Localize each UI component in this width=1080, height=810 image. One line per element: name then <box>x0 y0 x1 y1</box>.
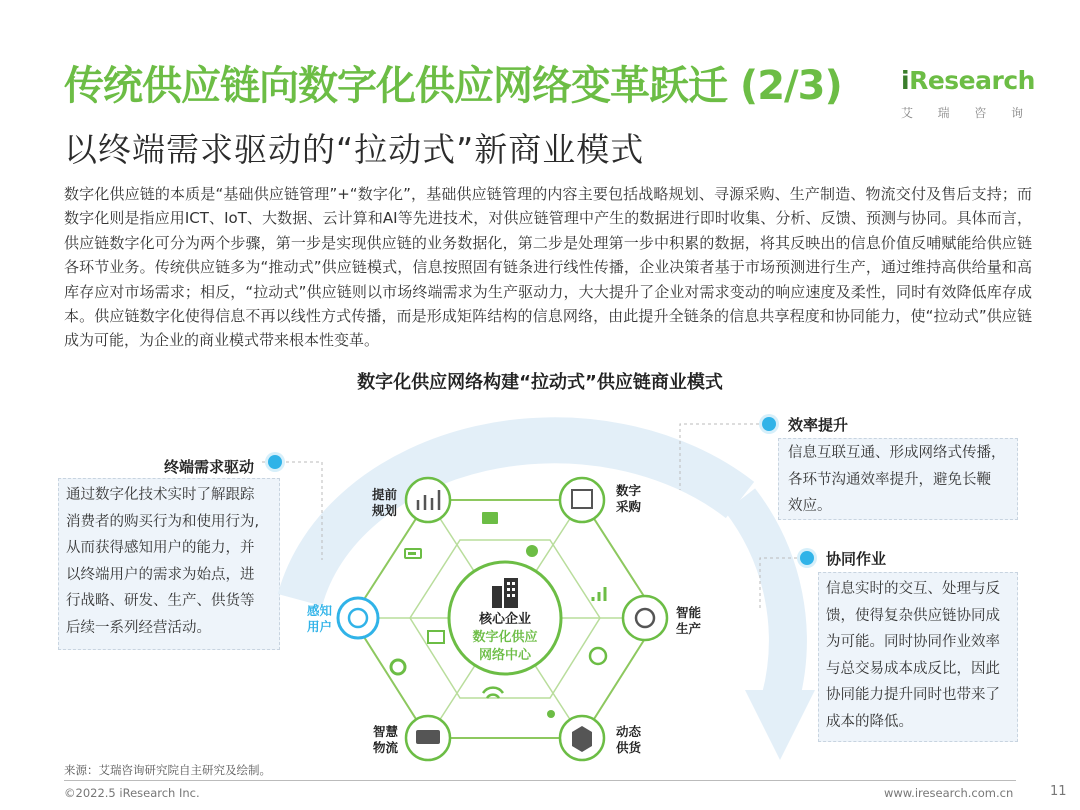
source-note: 来源：艾瑞咨询研究院自主研究及绘制。 <box>64 763 271 777</box>
copyright: ©2022.5 iResearch Inc. <box>64 786 200 800</box>
collaboration-text: 信息实时的交互、处理与反 馈，使得复杂供应链协同成 为可能。同时协同作业效率 与总交易成本成反比，因此 协同能力提升同时也带来了 成本的降低。 <box>826 581 1000 730</box>
node-purchase-label-2: 采购 <box>616 499 642 514</box>
monitor-icon <box>428 631 444 643</box>
node-user-label-1: 感知 <box>307 603 333 618</box>
node-purchase <box>560 478 604 522</box>
people-icon <box>526 545 538 557</box>
node-produce <box>623 596 667 640</box>
left-panel-dot <box>268 455 282 469</box>
website-link[interactable]: www.iresearch.com.cn <box>884 786 1014 800</box>
efficiency-heading: 效率提升 <box>788 416 849 434</box>
center-label-3: 网络中心 <box>478 648 532 663</box>
page-number: 11 <box>1050 784 1067 799</box>
node-delivery-label-1: 动态 <box>616 724 642 739</box>
node-user-label-2: 用户 <box>307 619 333 634</box>
node-delivery <box>560 716 604 760</box>
folder-icon <box>482 512 498 524</box>
node-produce-label-2: 生产 <box>676 621 702 636</box>
logo-chinese-name: 艾 瑞 咨 询 <box>901 106 1023 120</box>
center-label-2: 数字化供应 <box>472 630 538 645</box>
cycle-arrowhead <box>745 690 815 760</box>
left-panel-text: 通过数字化技术实时了解跟踪 消费者的购买行为和使用行为, 从而获得感知用户的能力，并 以终端用户的需求为始点，进 行战略、研发、生产、供货等 后续一系列经营活动。 <box>66 487 260 636</box>
battery-icon <box>405 549 421 558</box>
wifi-icon <box>483 688 503 698</box>
footer-divider <box>64 780 1016 781</box>
center-label-1: 核心企业 <box>478 612 532 627</box>
node-user <box>338 598 378 638</box>
collaboration-heading: 协同作业 <box>826 550 887 568</box>
page-title: 传统供应链向数字化供应网络变革跃迁 (2/3) <box>64 63 842 109</box>
clock-icon <box>590 648 606 664</box>
node-purchase-label-1: 数字 <box>616 483 642 498</box>
node-delivery-label-2: 供货 <box>616 740 642 755</box>
node-plan <box>406 478 450 522</box>
body-paragraph: 数字化供应链的本质是“基础供应链管理”+“数字化”，基础供应链管理的内容主要包括战略规划、寻源采购、生产制造、物流交付及售后支持；而数字化则是指应用ICT、IoT、大数据、云计算和AI等先进技术，对供应链管理中产生的数据进行即时收集、分析、反馈、预测与协同。具体而言，供应链数字化可分为两个步骤，第一步是实现供应链的业务数据化，第二步是处理第一步中积累的数据，将其反映出的信息价值反哺赋能给供应链各环节业务。传统供应链多为“推动式”供应链模式，信息按照固有链条进行线性传播，企业决策者基于市场预测进行生产，通过维持高供给量和高库存应对市场需求；相反，“拉动式”供应链则以市场终端需求为生产驱动力，大大提升了企业对需求变动的响应速度及柔性，同时有效降低库存成本。供应链数字化使得信息不再以线性方式传播，而是形成矩阵结构的信息网络，由此提升全链条的信息共享程度和协同能力，使“拉动式”供应链成为可能，为企业的商业模式带来根本性变革。 <box>64 185 1032 350</box>
signal-icon <box>593 587 605 601</box>
collaboration-dot <box>800 551 814 565</box>
diagram-title: 数字化供应网络构建“拉动式”供应链商业模式 <box>357 372 723 393</box>
efficiency-dot <box>762 417 776 431</box>
node-logistics <box>406 716 450 760</box>
node-logistics-label-1: 智慧 <box>373 724 399 739</box>
efficiency-text: 信息互联互通、形成网络式传播， 各环节沟通效率提升，避免长鞭 效应。 <box>788 445 1006 514</box>
gear-icon <box>391 660 405 674</box>
cycle-arc-right <box>740 500 788 700</box>
node-produce-label-1: 智能 <box>676 605 702 620</box>
node-plan-label-1: 提前 <box>372 487 398 502</box>
share-icon <box>547 710 555 718</box>
logo-wordmark: iResearch <box>901 66 1035 95</box>
page-subtitle: 以终端需求驱动的“拉动式”新商业模式 <box>64 130 645 169</box>
truck-icon <box>416 730 440 744</box>
node-logistics-label-2: 物流 <box>373 740 399 755</box>
left-panel-heading: 终端需求驱动 <box>164 458 255 476</box>
node-plan-label-2: 规划 <box>372 503 398 518</box>
